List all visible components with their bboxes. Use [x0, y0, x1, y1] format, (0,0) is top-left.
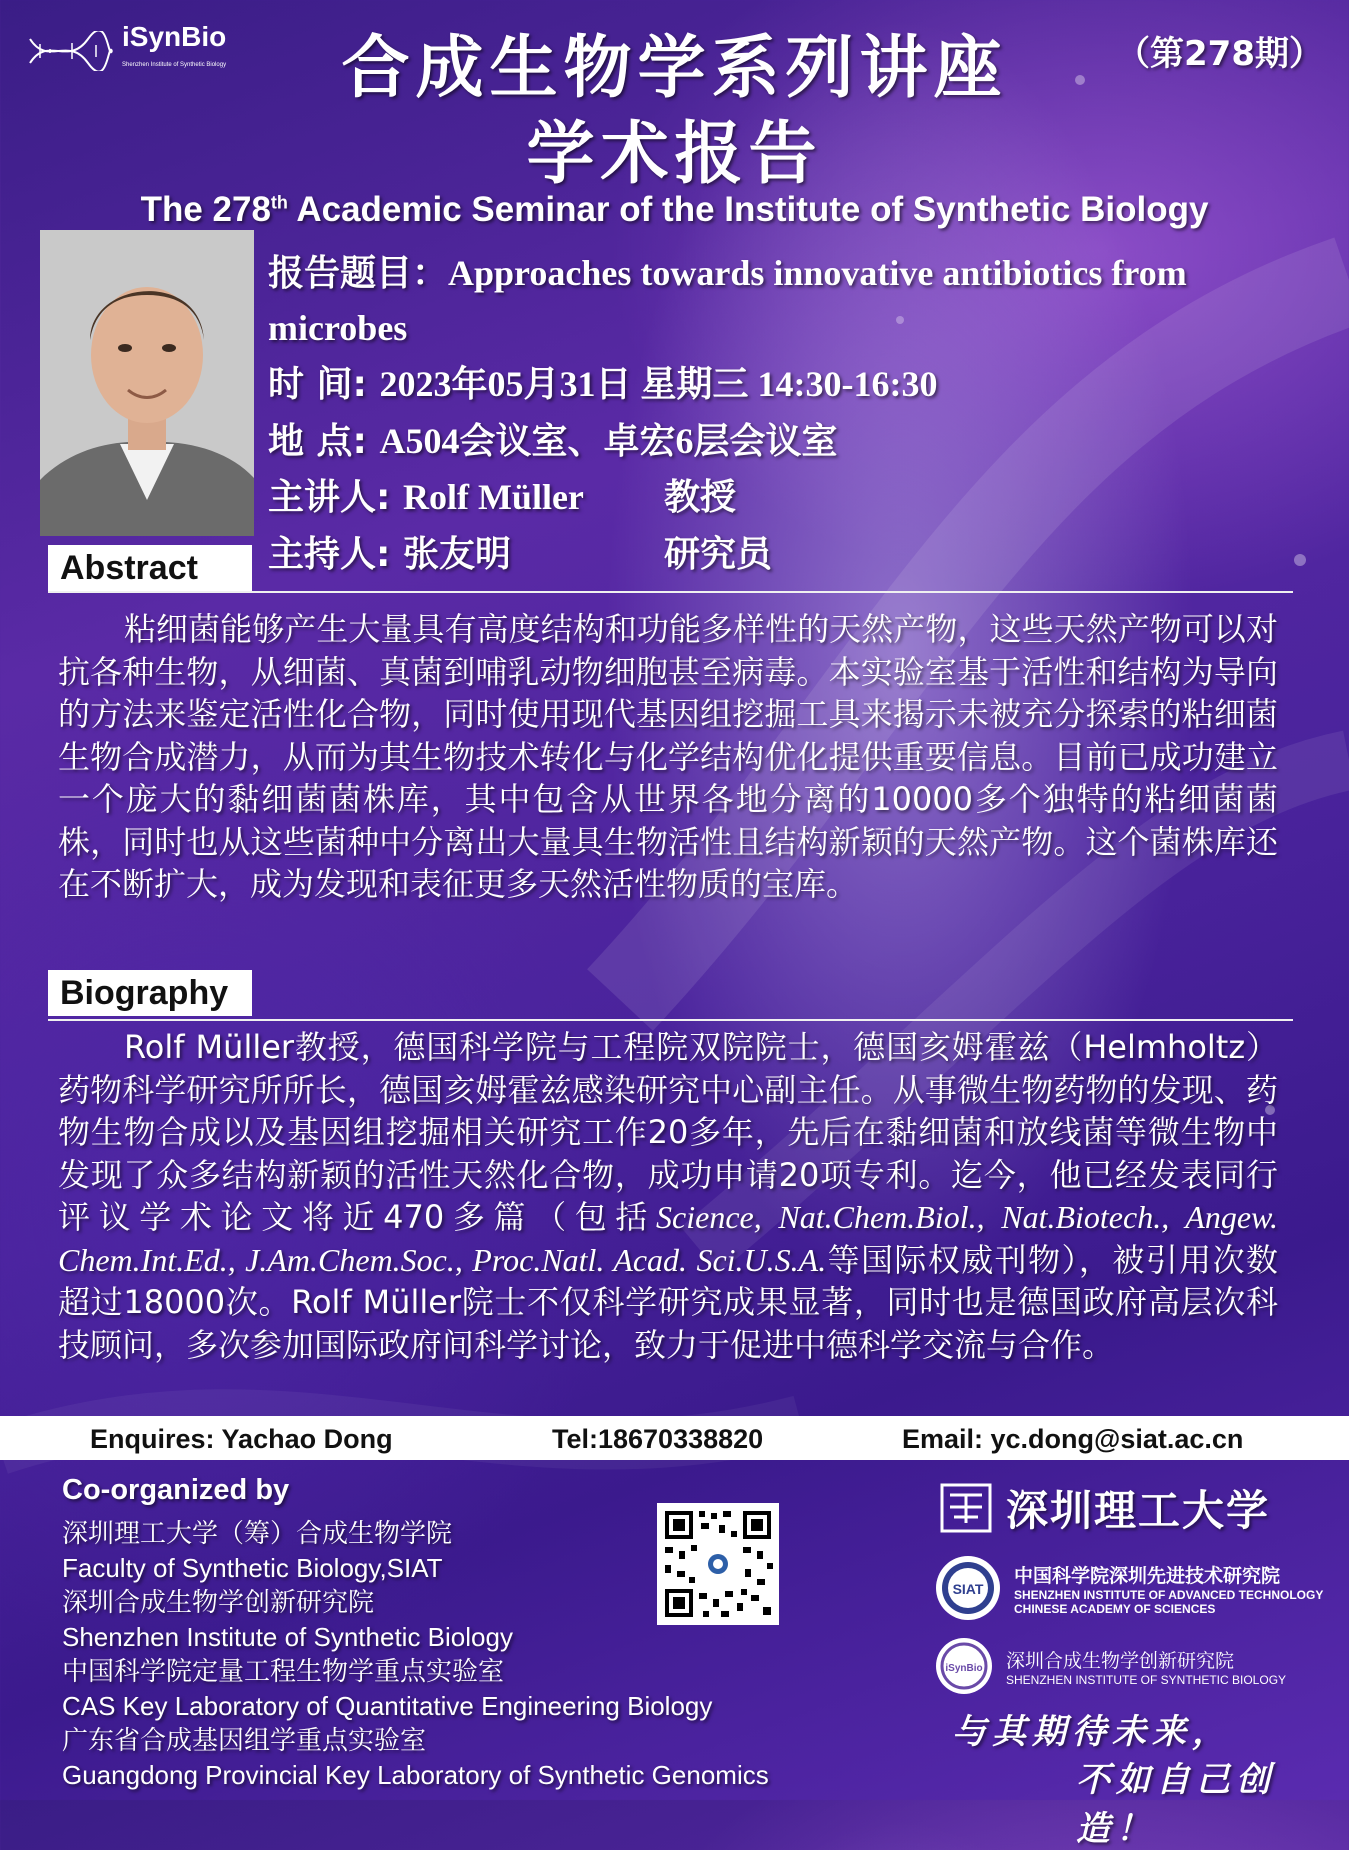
issue-number: （第278期）	[1116, 34, 1323, 74]
title-line-1: 合成生物学系列讲座	[341, 29, 1008, 108]
time-label: 时 间:	[268, 364, 367, 405]
siat-logo	[934, 1554, 1323, 1622]
siat-badge-text: SIAT	[952, 1581, 984, 1597]
biography-heading: Biography	[48, 970, 252, 1016]
biography-journals: Science, Nat.Chem.Biol., Nat.Biotech., Angew. Chem.Int.Ed., J.Am.Chem.Soc., Proc.Natl. Acad. Sci.U.S.A.	[58, 1199, 1278, 1278]
siat-cn-name: 中国科学院深圳先进技术研究院	[1014, 1564, 1281, 1587]
speaker-label: 主讲人:	[268, 477, 391, 518]
coorganizer-line: Faculty of Synthetic Biology,SIAT	[62, 1552, 443, 1583]
tel-text: Tel:18670338820	[552, 1424, 764, 1454]
biography-divider	[48, 1019, 1293, 1021]
coorganizer-line: Shenzhen Institute of Synthetic Biology	[62, 1621, 513, 1652]
time-value: 2023年05月31日 星期三 14:30-16:30	[379, 364, 938, 404]
biography-text	[58, 1026, 1278, 1366]
sztu-logo	[940, 1478, 1270, 1538]
email-text[interactable]: Email: yc.dong@siat.ac.cn	[902, 1424, 1244, 1454]
coorganizer-line: 中国科学院定量工程生物学重点实验室	[62, 1656, 505, 1686]
subtitle-suffix: Academic Seminar of the Institute of Synthetic Biology	[287, 190, 1209, 229]
seminar-subtitle	[0, 190, 1349, 230]
biography-part-1: Rolf Müller教授，德国科学院与工程院双院院士，德国亥姆霍兹（Helmholtz）药物科学研究所所长，德国亥姆霍兹感染研究中心副主任。从事微生物药物的发现、药物生物合成以及基因组挖掘相关研究工作20多年，先后在黏细菌和放线菌等微生物中发现了众多结构新颖的活性天然化合物，成功申请20项专利。迄今，他已经发表同行评议学术论文将近470多篇（包括	[58, 1028, 1278, 1236]
isynbio-institute-logo	[934, 1636, 1286, 1696]
abstract-text	[58, 608, 1278, 906]
enquiries-text: Enquires: Yachao Dong	[90, 1424, 393, 1454]
logo-subtext: Shenzhen Institute of Synthetic Biology	[122, 62, 227, 68]
host-name: 张友明	[402, 534, 511, 575]
time-line	[268, 356, 937, 407]
host-title: 研究员	[664, 534, 773, 575]
logo-text: iSynBio	[122, 21, 227, 52]
coorganizer-line: CAS Key Laboratory of Quantitative Engineering Biology	[62, 1690, 713, 1721]
abstract-heading: Abstract	[48, 545, 252, 591]
subtitle-sup: th	[270, 192, 288, 213]
contact-bar	[0, 1416, 1349, 1460]
coorganizer-line: 深圳合成生物学创新研究院	[62, 1587, 375, 1617]
qr-code[interactable]	[657, 1503, 779, 1625]
sztu-name: 深圳理工大学	[1006, 1486, 1271, 1535]
topic-line	[268, 246, 1328, 356]
abstract-paragraph: 粘细菌能够产生大量具有高度结构和功能多样性的天然产物，这些天然产物可以对抗各种生物，从细菌、真菌到哺乳动物细胞甚至病毒。本实验室基于活性和结构为导向的方法来鉴定活性化合物，同时使用现代基因组挖掘工具来揭示未被充分探索的粘细菌生物合成潜力，从而为其生物技术转化与化学结构优化提供重要信息。目前已成功建立一个庞大的黏细菌菌株库，其中包含从世界各地分离的10000多个独特的粘细菌菌株，同时也从这些菌种中分离出大量具生物活性且结构新颖的天然产物。这个菌株库还在不断扩大，成为发现和表征更多天然活性物质的宝库。	[58, 610, 1278, 903]
isynbio-badge-text: iSynBio	[945, 1663, 983, 1674]
coorganized-title: Co-organized by	[62, 1474, 290, 1506]
topic-value: Approaches towards innovative antibiotics from microbes	[268, 253, 1187, 348]
siat-emblem-icon	[934, 1554, 1002, 1622]
speaker-line	[268, 469, 584, 520]
isynbio-cn-name: 深圳合成生物学创新研究院	[1006, 1649, 1235, 1672]
abstract-divider	[48, 591, 1293, 593]
host-line	[268, 526, 511, 577]
biography-paragraph	[58, 1026, 1278, 1366]
coorganizer-line: 深圳理工大学（筹）合成生物学院	[62, 1518, 453, 1548]
biography-part-2: 等国际权威刊物），被引用次数超过18000次。Rolf Müller院士不仅科学研究成果显著，同时也是德国政府高层次科技顾问，多次参加国际政府间科学讨论，致力于促进中德科学交流与合作。	[58, 1240, 1278, 1364]
topic-label: 报告题目：	[268, 253, 449, 294]
speaker-photo	[40, 230, 254, 536]
isynbio-emblem-icon	[934, 1636, 994, 1696]
coorganizer-line: Guangdong Provincial Key Laboratory of Synthetic Genomics	[62, 1759, 769, 1790]
place-label: 地 点:	[268, 421, 367, 462]
slogan-line-2: 不如自己创造！	[1076, 1760, 1276, 1849]
sztu-emblem-icon	[940, 1483, 992, 1533]
place-line	[268, 413, 837, 464]
speaker-name: Rolf Müller	[402, 477, 584, 517]
subtitle-prefix: The 278	[140, 190, 271, 229]
host-label: 主持人:	[268, 534, 391, 575]
slogan-line-1: 与其期待未来，	[952, 1712, 1232, 1752]
coorganizer-line: 广东省合成基因组学重点实验室	[62, 1725, 427, 1755]
place-value: A504会议室、卓宏6层会议室	[379, 421, 838, 461]
isynbio-en-name: SHENZHEN INSTITUTE OF SYNTHETIC BIOLOGY	[1006, 1672, 1287, 1687]
siat-en-name-2: CHINESE ACADEMY OF SCIENCES	[1014, 1601, 1216, 1616]
speaker-title: 教授	[664, 477, 737, 518]
title-line-2: 学术报告	[526, 115, 823, 194]
siat-en-name-1: SHENZHEN INSTITUTE OF ADVANCED TECHNOLOGY	[1014, 1587, 1324, 1602]
